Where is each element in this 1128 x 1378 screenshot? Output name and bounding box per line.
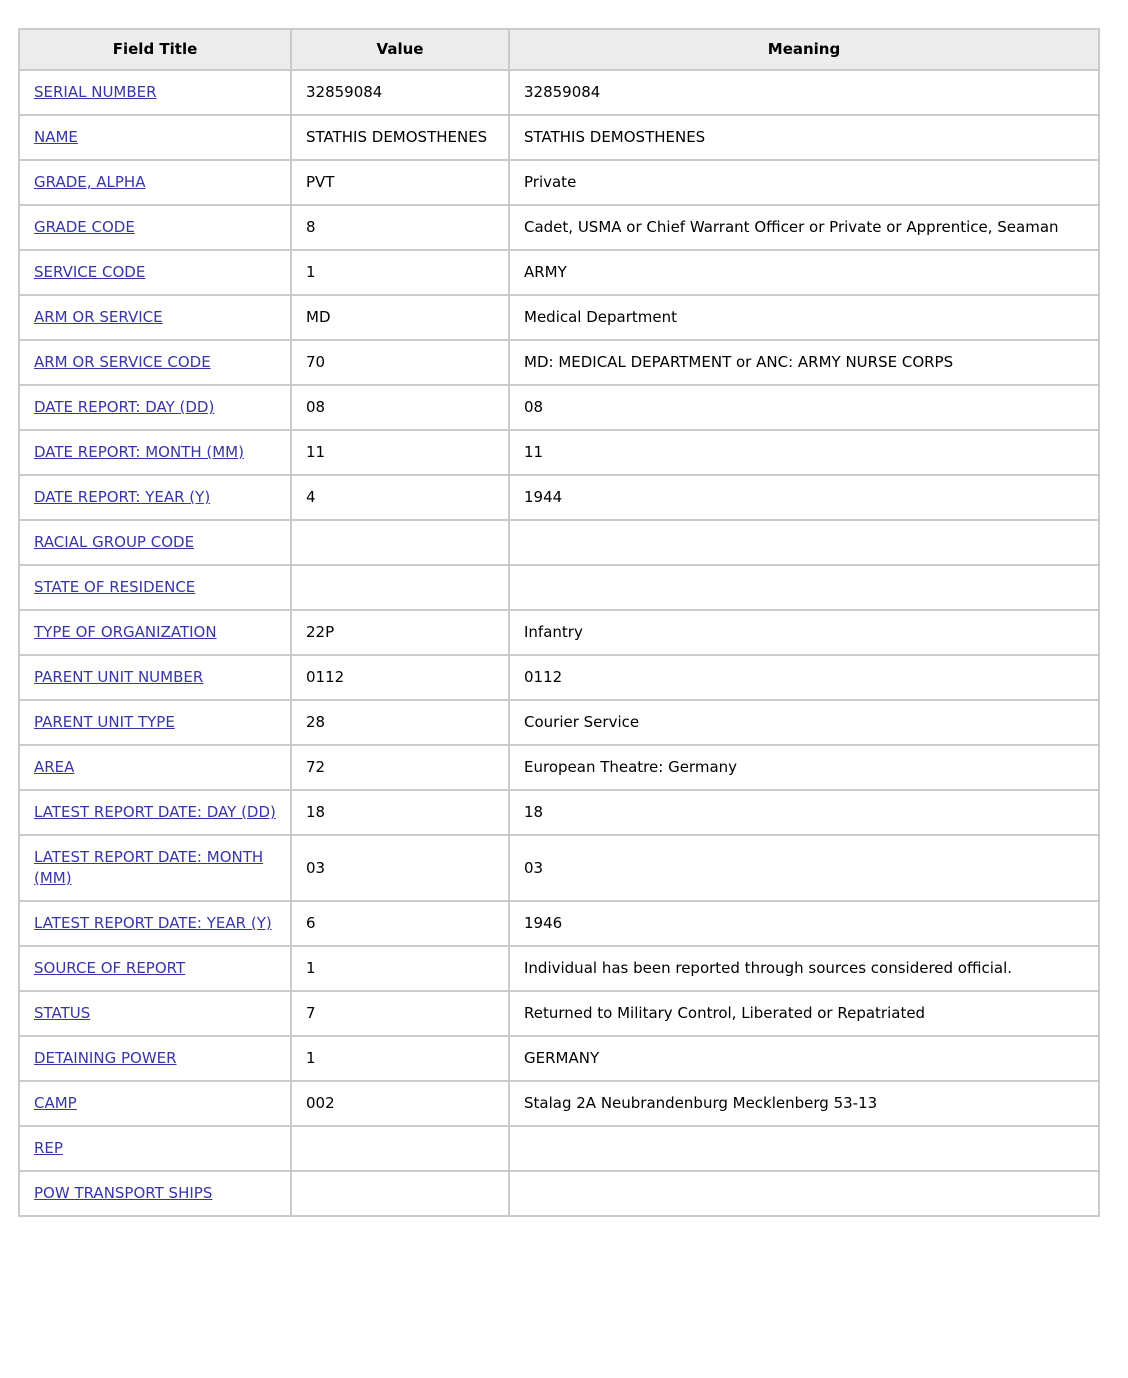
meaning-cell: Infantry [509, 610, 1099, 655]
meaning-cell: 1946 [509, 901, 1099, 946]
value-cell [291, 520, 509, 565]
field-title-cell [19, 115, 291, 160]
field-title-cell [19, 655, 291, 700]
value-cell: 72 [291, 745, 509, 790]
meaning-cell: MD: MEDICAL DEPARTMENT or ANC: ARMY NURSE CORPS [509, 340, 1099, 385]
field-title-link[interactable]: CAMP [34, 1094, 77, 1112]
field-title-link[interactable]: LATEST REPORT DATE: MONTH (MM) [34, 848, 264, 887]
table-row [19, 160, 1099, 205]
value-cell: 002 [291, 1081, 509, 1126]
value-cell: 28 [291, 700, 509, 745]
value-cell: 6 [291, 901, 509, 946]
meaning-cell: 11 [509, 430, 1099, 475]
field-title-link[interactable]: RACIAL GROUP CODE [34, 533, 195, 551]
field-title-link[interactable]: STATE OF RESIDENCE [34, 578, 196, 596]
table-row [19, 790, 1099, 835]
value-cell: 18 [291, 790, 509, 835]
meaning-cell: Courier Service [509, 700, 1099, 745]
table-row [19, 745, 1099, 790]
value-cell: 8 [291, 205, 509, 250]
table-row [19, 1081, 1099, 1126]
field-title-link[interactable]: DATE REPORT: YEAR (Y) [34, 488, 211, 506]
field-title-link[interactable]: REP [34, 1139, 63, 1157]
meaning-cell: Stalag 2A Neubrandenburg Mecklenberg 53-13 [509, 1081, 1099, 1126]
value-cell: 7 [291, 991, 509, 1036]
field-title-cell [19, 475, 291, 520]
meaning-cell: ARMY [509, 250, 1099, 295]
value-cell: 22P [291, 610, 509, 655]
value-cell: 1 [291, 946, 509, 991]
field-title-cell [19, 160, 291, 205]
field-title-cell [19, 1171, 291, 1216]
field-title-link[interactable]: SERIAL NUMBER [34, 83, 157, 101]
value-cell [291, 565, 509, 610]
table-row [19, 1171, 1099, 1216]
field-title-cell [19, 250, 291, 295]
table-row [19, 610, 1099, 655]
meaning-cell [509, 565, 1099, 610]
table-row [19, 1126, 1099, 1171]
field-title-cell [19, 565, 291, 610]
field-title-link[interactable]: LATEST REPORT DATE: DAY (DD) [34, 803, 276, 821]
value-cell: STATHIS DEMOSTHENES [291, 115, 509, 160]
meaning-cell: European Theatre: Germany [509, 745, 1099, 790]
meaning-cell [509, 520, 1099, 565]
field-title-cell [19, 520, 291, 565]
column-header-value: Value [291, 29, 509, 70]
field-title-cell [19, 1126, 291, 1171]
field-title-link[interactable]: POW TRANSPORT SHIPS [34, 1184, 213, 1202]
field-title-link[interactable]: NAME [34, 128, 78, 146]
value-cell: 70 [291, 340, 509, 385]
field-title-cell [19, 205, 291, 250]
meaning-cell: 1944 [509, 475, 1099, 520]
table-row [19, 475, 1099, 520]
field-title-cell [19, 745, 291, 790]
table-row [19, 295, 1099, 340]
field-title-cell [19, 430, 291, 475]
value-cell: 4 [291, 475, 509, 520]
field-title-link[interactable]: AREA [34, 758, 75, 776]
table-row [19, 520, 1099, 565]
value-cell: MD [291, 295, 509, 340]
value-cell: 32859084 [291, 70, 509, 115]
table-row [19, 991, 1099, 1036]
meaning-cell: 03 [509, 835, 1099, 901]
meaning-cell: STATHIS DEMOSTHENES [509, 115, 1099, 160]
field-title-cell [19, 340, 291, 385]
field-title-cell [19, 835, 291, 901]
table-row [19, 655, 1099, 700]
table-row [19, 565, 1099, 610]
field-title-link[interactable]: GRADE, ALPHA [34, 173, 146, 191]
table-row [19, 901, 1099, 946]
value-cell: 1 [291, 250, 509, 295]
table-row [19, 946, 1099, 991]
table-row [19, 700, 1099, 745]
field-title-link[interactable]: SOURCE OF REPORT [34, 959, 186, 977]
meaning-cell [509, 1126, 1099, 1171]
field-title-link[interactable]: TYPE OF ORGANIZATION [34, 623, 217, 641]
table-row [19, 70, 1099, 115]
field-title-link[interactable]: DATE REPORT: MONTH (MM) [34, 443, 244, 461]
value-cell [291, 1171, 509, 1216]
field-title-link[interactable]: ARM OR SERVICE [34, 308, 163, 326]
value-cell: 08 [291, 385, 509, 430]
column-header-field-title: Field Title [19, 29, 291, 70]
meaning-cell [509, 1171, 1099, 1216]
meaning-cell: 08 [509, 385, 1099, 430]
meaning-cell: 32859084 [509, 70, 1099, 115]
value-cell: 0112 [291, 655, 509, 700]
field-title-cell [19, 901, 291, 946]
field-title-link[interactable]: PARENT UNIT NUMBER [34, 668, 204, 686]
field-title-link[interactable]: GRADE CODE [34, 218, 135, 236]
field-title-cell [19, 790, 291, 835]
field-title-cell [19, 385, 291, 430]
field-title-cell [19, 1081, 291, 1126]
field-title-cell [19, 700, 291, 745]
table-row [19, 430, 1099, 475]
table-row [19, 250, 1099, 295]
table-header-row [19, 29, 1099, 70]
table-row [19, 115, 1099, 160]
column-header-meaning: Meaning [509, 29, 1099, 70]
table-row [19, 1036, 1099, 1081]
field-title-link[interactable]: DETAINING POWER [34, 1049, 177, 1067]
value-cell [291, 1126, 509, 1171]
meaning-cell: Cadet, USMA or Chief Warrant Officer or Private or Apprentice, Seaman [509, 205, 1099, 250]
field-title-link[interactable]: ARM OR SERVICE CODE [34, 353, 211, 371]
meaning-cell: Private [509, 160, 1099, 205]
meaning-cell: 0112 [509, 655, 1099, 700]
table-row [19, 340, 1099, 385]
meaning-cell: Medical Department [509, 295, 1099, 340]
field-title-link[interactable]: SERVICE CODE [34, 263, 146, 281]
field-title-cell [19, 610, 291, 655]
meaning-cell: Returned to Military Control, Liberated or Repatriated [509, 991, 1099, 1036]
field-title-link[interactable]: DATE REPORT: DAY (DD) [34, 398, 215, 416]
meaning-cell: 18 [509, 790, 1099, 835]
value-cell: 11 [291, 430, 509, 475]
value-cell: 03 [291, 835, 509, 901]
value-cell: 1 [291, 1036, 509, 1081]
meaning-cell: Individual has been reported through sources considered official. [509, 946, 1099, 991]
field-title-cell [19, 991, 291, 1036]
field-title-cell [19, 946, 291, 991]
field-title-link[interactable]: PARENT UNIT TYPE [34, 713, 175, 731]
field-title-cell [19, 295, 291, 340]
field-title-cell [19, 70, 291, 115]
field-title-link[interactable]: STATUS [34, 1004, 91, 1022]
value-cell: PVT [291, 160, 509, 205]
meaning-cell: GERMANY [509, 1036, 1099, 1081]
record-detail-table [18, 28, 1100, 1217]
field-title-cell [19, 1036, 291, 1081]
table-row [19, 835, 1099, 901]
table-row [19, 205, 1099, 250]
field-title-link[interactable]: LATEST REPORT DATE: YEAR (Y) [34, 914, 272, 932]
table-row [19, 385, 1099, 430]
